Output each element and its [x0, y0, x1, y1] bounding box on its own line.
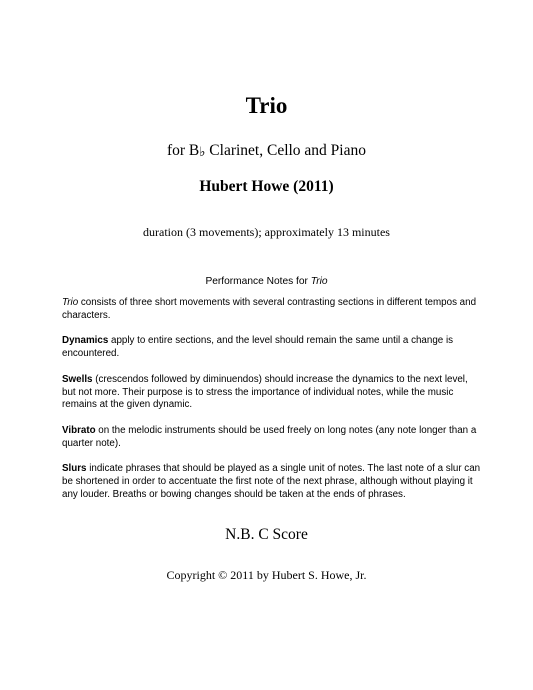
- note-term: Trio: [62, 297, 79, 308]
- duration-line: duration (3 movements); approximately 13 minutes: [143, 225, 390, 239]
- note-text: (crescendos followed by diminuendos) should increase the dynamics to the next level, but not more. Their purpose is to stress the importance of individual notes, while the music remains at the given dynamic.: [62, 373, 468, 411]
- note-term: Swells: [62, 373, 93, 385]
- note-term: Vibrato: [62, 424, 96, 436]
- instrumentation-subtitle: [0, 141, 533, 161]
- notes-heading-work: Trio: [310, 276, 328, 287]
- note-paragraph-swells: [62, 374, 482, 412]
- performance-notes: [62, 297, 482, 515]
- notes-heading-prefix: Performance Notes for: [205, 276, 311, 287]
- performance-notes-heading: [0, 275, 533, 289]
- note-paragraph-dynamics: [62, 335, 482, 361]
- note-text: on the melodic instruments should be used freely on long notes (any note longer than a quarter note).: [62, 424, 477, 449]
- note-term: Slurs: [62, 463, 87, 475]
- note-text: indicate phrases that should be played as a single unit of notes. The last note of a slur can be shortened in order to accentuate the first note of the next phrase, although without playing it any louder. Breaths or bowing changes should be taken at the ends of phrases.: [62, 463, 481, 500]
- note-text: consists of three short movements with several contrasting sections in different tempos and characters.: [62, 297, 477, 321]
- note-paragraph-intro: [62, 297, 482, 323]
- note-text: apply to entire sections, and the level should remain the same until a change is encountered.: [62, 335, 454, 360]
- flat-symbol: ♭: [199, 144, 206, 159]
- composer-line: Hubert Howe (2011): [199, 178, 334, 195]
- note-term: Dynamics: [62, 335, 109, 347]
- subtitle-prefix: for B: [166, 142, 200, 159]
- note-paragraph-vibrato: [62, 425, 482, 451]
- score-note: N.B. C Score: [225, 526, 308, 543]
- subtitle-suffix: Clarinet, Cello and Piano: [205, 142, 366, 159]
- page-title: Trio: [245, 93, 288, 118]
- copyright-line: Copyright © 2011 by Hubert S. Howe, Jr.: [166, 568, 367, 582]
- note-paragraph-slurs: [62, 463, 482, 501]
